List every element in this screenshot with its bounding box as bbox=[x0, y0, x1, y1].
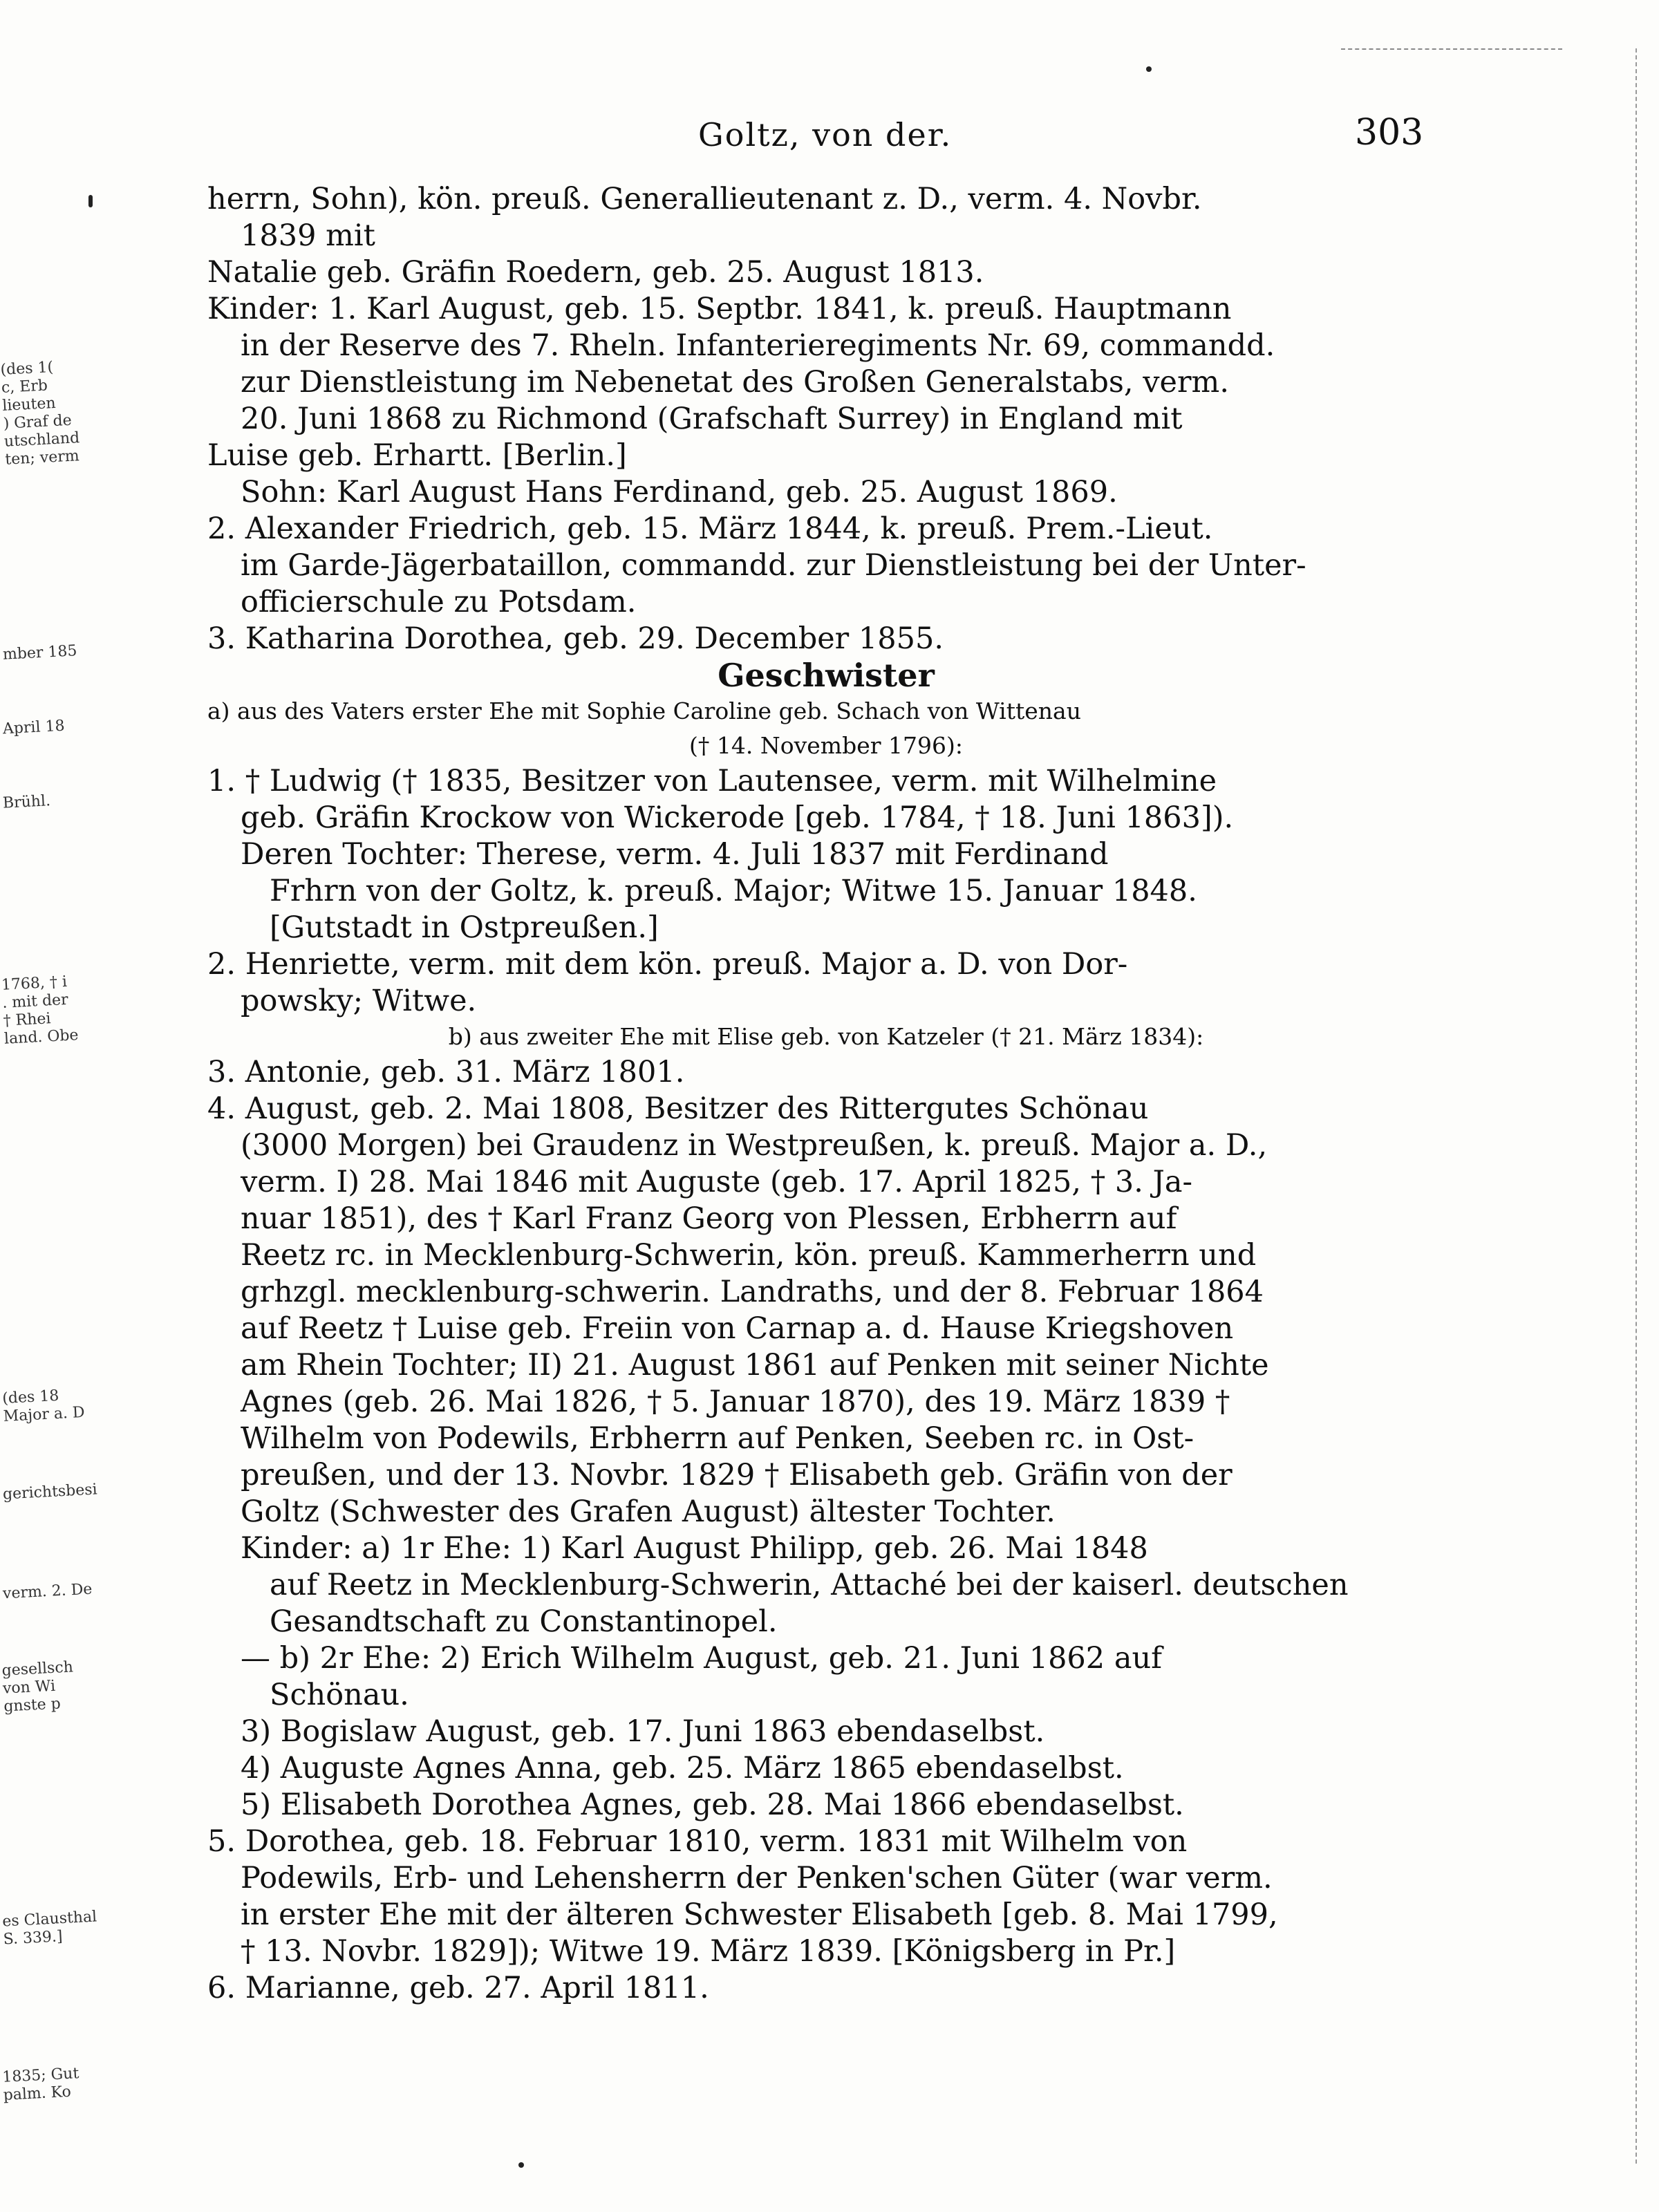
text-line: 2. Henriette, verm. mit dem kön. preuß. Major a. D. von Dor- bbox=[207, 947, 1128, 982]
text-line: herrn, Sohn), kön. preuß. Generallieutenant z. D., verm. 4. Novbr. bbox=[207, 182, 1202, 216]
text-line: Schönau. bbox=[270, 1678, 409, 1712]
text-line: preußen, und der 13. Novbr. 1829 † Elisabeth geb. Gräfin von der bbox=[241, 1458, 1232, 1492]
text-line: Deren Tochter: Therese, verm. 4. Juli 1837 mit Ferdinand bbox=[241, 837, 1109, 872]
section-heading: Geschwister bbox=[718, 657, 935, 694]
text-line: nuar 1851), des † Karl Franz Georg von Plessen, Erbherrn auf bbox=[241, 1201, 1177, 1236]
margin-fragment: mber 185 bbox=[2, 642, 78, 664]
text-line: Natalie geb. Gräfin Roedern, geb. 25. August 1813. bbox=[207, 255, 984, 290]
margin-fragment: April 18 bbox=[2, 717, 66, 738]
text-line: Frhrn von der Goltz, k. preuß. Major; Witwe 15. Januar 1848. bbox=[270, 874, 1197, 908]
top-dashed-rule bbox=[1341, 48, 1562, 50]
margin-fragment: Brühl. bbox=[2, 792, 51, 812]
right-page-edge bbox=[1635, 48, 1644, 2164]
text-line: powsky; Witwe. bbox=[241, 984, 477, 1018]
text-line: Agnes (geb. 26. Mai 1826, † 5. Januar 1870), des 19. März 1839 † bbox=[241, 1385, 1230, 1419]
text-line: 4) Auguste Agnes Anna, geb. 25. März 1865 ebendaselbst. bbox=[241, 1751, 1124, 1785]
text-line: zur Dienstleistung im Nebenetat des Großen Generalstabs, verm. bbox=[241, 365, 1229, 400]
text-line: verm. I) 28. Mai 1846 mit Auguste (geb. 17. April 1825, † 3. Ja- bbox=[241, 1165, 1192, 1199]
text-line: Goltz (Schwester des Grafen August) ältester Tochter. bbox=[241, 1494, 1056, 1529]
ink-speck bbox=[1146, 66, 1152, 72]
text-line: Wilhelm von Podewils, Erbherrn auf Penken, Seeben rc. in Ost- bbox=[241, 1421, 1194, 1456]
text-line: auf Reetz in Mecklenburg-Schwerin, Attaché bei der kaiserl. deutschen bbox=[270, 1568, 1349, 1602]
text-line: 6. Marianne, geb. 27. April 1811. bbox=[207, 1971, 709, 2005]
text-line: am Rhein Tochter; II) 21. August 1861 auf Penken mit seiner Nichte bbox=[241, 1348, 1269, 1382]
text-line: officierschule zu Potsdam. bbox=[241, 585, 637, 619]
text-line: in der Reserve des 7. Rheln. Infanterieregiments Nr. 69, commandd. bbox=[241, 328, 1275, 363]
text-line: a) aus des Vaters erster Ehe mit Sophie Caroline geb. Schach von Wittenau bbox=[207, 697, 1081, 724]
text-line: Kinder: a) 1r Ehe: 1) Karl August Philipp, geb. 26. Mai 1848 bbox=[241, 1531, 1148, 1566]
text-line: im Garde-Jägerbataillon, commandd. zur Dienstleistung bei der Unter- bbox=[241, 548, 1306, 583]
margin-fragment: (des 1( c, Erb lieuten ) Graf de utschland ten; verm bbox=[0, 358, 80, 469]
margin-fragment: verm. 2. De bbox=[2, 1580, 93, 1603]
left-margin-bleedthrough bbox=[0, 0, 97, 2212]
text-line: Reetz rc. in Mecklenburg-Schwerin, kön. preuß. Kammerherrn und bbox=[241, 1238, 1257, 1273]
text-line: 4. August, geb. 2. Mai 1808, Besitzer des Rittergutes Schönau bbox=[207, 1091, 1149, 1126]
text-line: in erster Ehe mit der älteren Schwester Elisabeth [geb. 8. Mai 1799, bbox=[241, 1897, 1278, 1932]
text-line: auf Reetz † Luise geb. Freiin von Carnap a. d. Hause Kriegshoven bbox=[241, 1311, 1234, 1346]
text-line: b) aus zweiter Ehe mit Elise geb. von Katzeler († 21. März 1834): bbox=[448, 1023, 1204, 1050]
text-line: († 14. November 1796): bbox=[689, 732, 963, 759]
text-line: 5. Dorothea, geb. 18. Februar 1810, verm. 1831 mit Wilhelm von bbox=[207, 1824, 1188, 1859]
ink-speck bbox=[518, 2162, 524, 2168]
text-line: † 13. Novbr. 1829]); Witwe 19. März 1839. [Königsberg in Pr.] bbox=[241, 1934, 1176, 1969]
text-line: 2. Alexander Friedrich, geb. 15. März 1844, k. preuß. Prem.-Lieut. bbox=[207, 512, 1213, 546]
margin-fragment: (des 18 Major a. D bbox=[1, 1387, 86, 1426]
text-line: Luise geb. Erhartt. [Berlin.] bbox=[207, 438, 627, 473]
body-text bbox=[207, 181, 1445, 2007]
text-line: [Gutstadt in Ostpreußen.] bbox=[270, 910, 659, 945]
margin-fragment: 1768, † i . mit der † Rhei land. Obe bbox=[1, 973, 79, 1048]
text-line: (3000 Morgen) bei Graudenz in Westpreußen, k. preuß. Major a. D., bbox=[241, 1128, 1268, 1163]
margin-fragment: gesellsch von Wi gnste p bbox=[1, 1658, 74, 1716]
page-header bbox=[0, 112, 1659, 171]
text-line: — b) 2r Ehe: 2) Erich Wilhelm August, geb. 21. Juni 1862 auf bbox=[241, 1641, 1163, 1676]
text-line: 1839 mit bbox=[241, 218, 375, 253]
text-line: geb. Gräfin Krockow von Wickerode [geb. 1784, † 18. Juni 1863]). bbox=[241, 800, 1234, 835]
text-line: 1. † Ludwig († 1835, Besitzer von Lautensee, verm. mit Wilhelmine bbox=[207, 764, 1217, 798]
text-line: Sohn: Karl August Hans Ferdinand, geb. 25. August 1869. bbox=[241, 475, 1118, 509]
margin-fragment: es Clausthal S. 339.] bbox=[1, 1908, 97, 1949]
text-line: 3) Bogislaw August, geb. 17. Juni 1863 ebendaselbst. bbox=[241, 1714, 1045, 1749]
margin-fragment: gerichtsbesi bbox=[2, 1481, 98, 1503]
running-head: Goltz, von der. bbox=[698, 116, 953, 153]
text-line: grhzgl. mecklenburg-schwerin. Landraths, und der 8. Februar 1864 bbox=[241, 1275, 1264, 1309]
text-line: 5) Elisabeth Dorothea Agnes, geb. 28. Mai 1866 ebendaselbst. bbox=[241, 1788, 1184, 1822]
page-number: 303 bbox=[1355, 112, 1424, 153]
text-line: Gesandtschaft zu Constantinopel. bbox=[270, 1604, 778, 1639]
text-line: Kinder: 1. Karl August, geb. 15. Septbr. 1841, k. preuß. Hauptmann bbox=[207, 292, 1232, 326]
text-line: 3. Katharina Dorothea, geb. 29. December 1855. bbox=[207, 621, 944, 656]
margin-fragment: 1835; Gut palm. Ko bbox=[1, 2065, 79, 2104]
text-line: 3. Antonie, geb. 31. März 1801. bbox=[207, 1055, 685, 1089]
text-line: 20. Juni 1868 zu Richmond (Grafschaft Surrey) in England mit bbox=[241, 402, 1183, 436]
text-line: Podewils, Erb- und Lehensherrn der Penken'schen Güter (war verm. bbox=[241, 1861, 1273, 1895]
